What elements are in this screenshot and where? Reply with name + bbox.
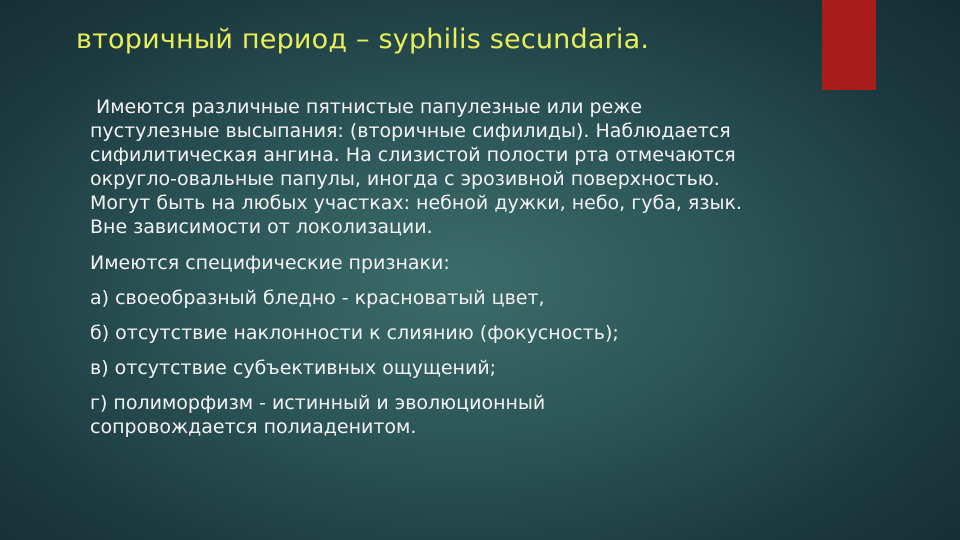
sign-item-c — [90, 356, 880, 380]
paragraph-line: округло-овальные папулы, иногда с эрозивной поверхностью. — [90, 168, 720, 190]
sign-line: в) отсутствие субъективных ощущений; — [90, 357, 497, 379]
sign-line: а) своеобразный бледно - красноватый цвет, — [90, 287, 545, 309]
paragraph-line: пустулезные высыпания: (вторичные сифилиды). Наблюдается — [90, 120, 731, 142]
paragraph-line: Вне зависимости от локолизации. — [90, 216, 433, 238]
slide-title: вторичный период – syphilis secundaria. — [76, 24, 650, 55]
signs-heading: Имеются специфические признаки: — [90, 252, 450, 274]
sign-item-d — [90, 391, 880, 439]
paragraph-line: Могут быть на любых участках: небной дужки, небо, губа, язык. — [90, 192, 742, 214]
sign-line: б) отсутствие наклонности к слиянию (фокусность); — [90, 322, 619, 344]
paragraph-line: сифилитическая ангина. На слизистой полости рта отмечаются — [90, 144, 736, 166]
sign-line: г) полиморфизм - истинный и эволюционный — [90, 392, 546, 414]
sign-item-b — [90, 321, 880, 345]
paragraph-line: Имеются различные пятнистые папулезные или реже — [96, 96, 643, 118]
sign-line: сопровождается полиаденитом. — [90, 416, 417, 438]
description-paragraph — [90, 95, 880, 239]
sign-item-a — [90, 286, 880, 310]
accent-bar — [822, 0, 876, 90]
slide-body — [90, 95, 880, 450]
